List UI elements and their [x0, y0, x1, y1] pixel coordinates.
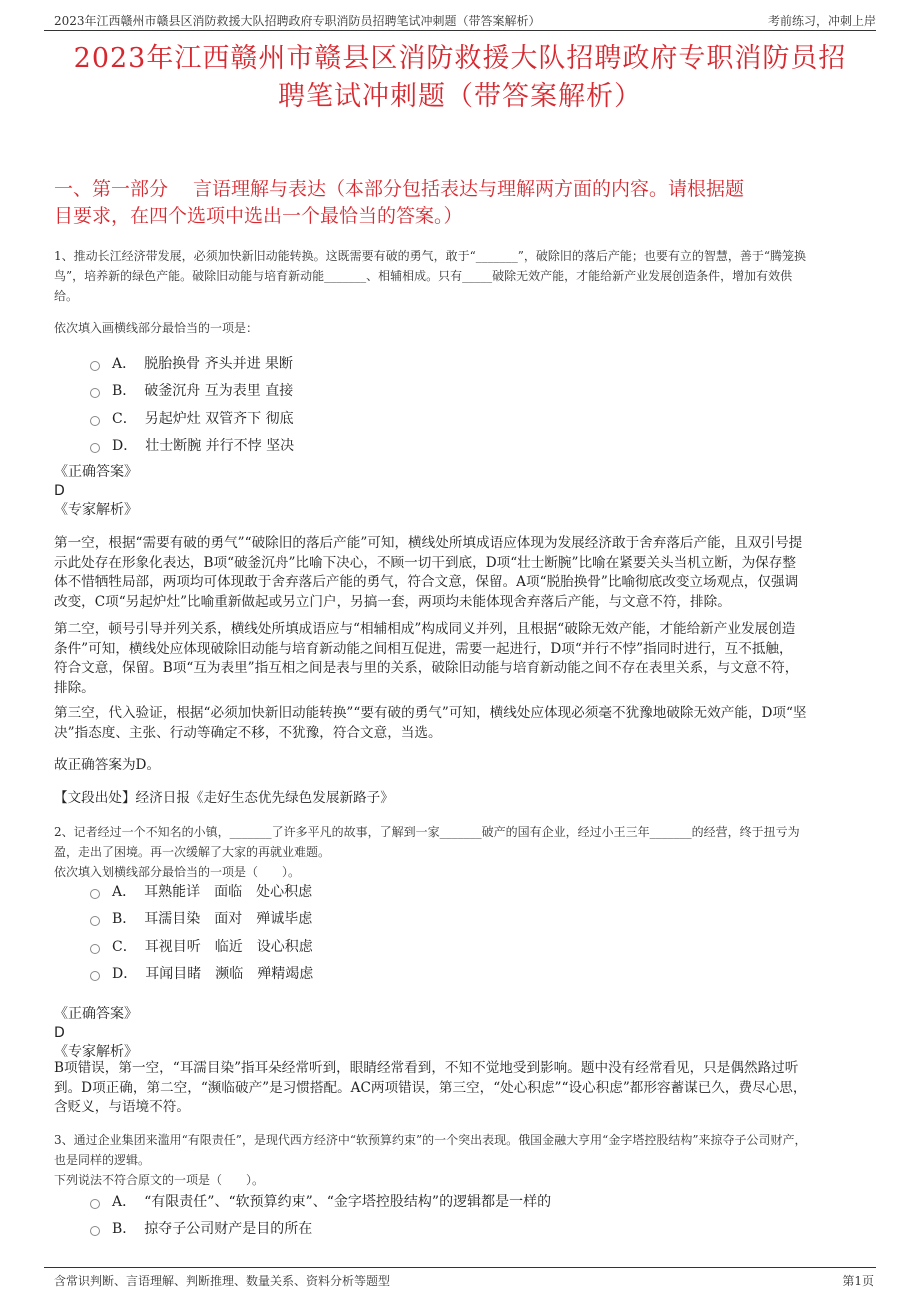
option-text: 另起炉灶 双管齐下 彻底: [144, 410, 294, 427]
text-line: 条件”可知，横线处应体现破除旧动能与培育新动能之间相互促进，需要一起进行，D项“并行不悖”指同时进行，互不抵触，: [54, 640, 793, 657]
q2-stem: [54, 822, 864, 882]
q1-answer-value: D: [54, 483, 65, 499]
q1-source: 【文段出处】经济日报《走好生态优先绿色发展新路子》: [54, 790, 394, 806]
q2-stem-line-2: 盈，走出了困境。再一次缓解了大家的再就业难题。: [54, 845, 331, 859]
footer-text: 含常识判断、言语理解、判断推理、数量关系、资料分析等题型: [54, 1274, 391, 1288]
q1-options: [90, 349, 294, 459]
q3-option-a[interactable]: [90, 1187, 551, 1215]
title-line-2: 聘笔试冲刺题（带答案解析）: [278, 81, 642, 112]
text-line: 第二空，顿号引导并列关系，横线处所填成语应与“相辅相成”构成同义并列，且根据“破除无效产能，才能给新产业发展创造: [54, 621, 796, 637]
text-line: 到。D项正确，第二空，“濒临破产”是习惯搭配。AC两项错误，第三空，“处心积虑”“设心积虑”都形容蓄谋已久，费尽心思，: [54, 1079, 807, 1096]
q1-stem-line-2: 鸟”，培养新的绿色产能。破除旧动能与培育新动能_______、相辅相成。只有_____破除无效产能，才能给新产业发展创造条件，增加有效供: [54, 269, 793, 283]
q1-stem-line-1: 1、推动长江经济带发展，必须加快新旧动能转换。这既需要有破的勇气，敢于“_______”，破除旧的落后产能；也要有立的智慧，善于“腾笼换: [54, 249, 807, 263]
text-line: 第一空，根据“需要有破的勇气”“破除旧的落后产能”可知，横线处所填成语应体现为发展经济敢于舍弃落后产能，且双引号提: [54, 535, 803, 551]
radio-icon[interactable]: [90, 889, 100, 899]
section-heading-line-1: 一、第一部分 言语理解与表达（本部分包括表达与理解两方面的内容。请根据题: [54, 178, 745, 200]
page-number: 第1页: [842, 1274, 874, 1288]
q2-options: [90, 877, 313, 987]
q1-answer-block: [54, 463, 138, 520]
q1-option-c[interactable]: [90, 404, 294, 432]
radio-icon[interactable]: [90, 443, 100, 453]
option-text: 耳熟能详 面临 处心积虑: [144, 883, 313, 900]
q2-prompt: 依次填入划横线部分最恰当的一项是（ ）。: [54, 865, 301, 879]
page-title: [50, 40, 870, 116]
radio-icon[interactable]: [90, 944, 100, 954]
text-line: 第三空，代入验证，根据“必须加快新旧动能转换”“要有破的勇气”可知，横线处应体现必须毫不犹豫地破除无效产能，D项“坚: [54, 705, 807, 721]
radio-icon[interactable]: [90, 416, 100, 426]
option-text: 掠夺子公司财产是目的所在: [144, 1221, 313, 1238]
q1-stem: [54, 246, 864, 306]
option-letter: B．: [112, 1221, 137, 1238]
text-line: B项错误，第一空，“耳濡目染”指耳朵经常听到，眼睛经常看到，不知不觉地受到影响。题中没有经常看见，只是偶然路过听: [54, 1060, 799, 1076]
q3-prompt: 下列说法不符合原文的一项是（ ）。: [54, 1173, 265, 1187]
q2-answer-label: 《正确答案》: [54, 1006, 138, 1022]
option-text: 破釜沉舟 互为表里 直接: [144, 383, 294, 400]
q2-option-c[interactable]: [90, 932, 313, 960]
q2-option-b[interactable]: [90, 905, 313, 933]
radio-icon[interactable]: [90, 1226, 100, 1236]
q1-analysis-para-3: [54, 704, 870, 743]
q1-analysis-para-2: [54, 620, 870, 698]
option-text: 耳闻目睹 濒临 殚精竭虑: [145, 966, 314, 983]
option-letter: A．: [112, 355, 137, 372]
option-text: 壮士断腕 并行不悖 坚决: [145, 438, 295, 455]
option-letter: B．: [112, 911, 137, 928]
footer-divider: [44, 1267, 876, 1268]
q3-options: [90, 1187, 551, 1242]
option-letter: C．: [112, 938, 137, 955]
option-letter: A．: [112, 1193, 137, 1210]
option-letter: D．: [112, 966, 138, 983]
option-letter: D．: [112, 438, 138, 455]
q1-option-a[interactable]: [90, 349, 294, 377]
text-line: 决”指态度、主张、行动等确定不移，不犹豫，符合文意，当选。: [54, 724, 442, 741]
q2-analysis-label: 《专家解析》: [54, 1044, 138, 1060]
option-letter: A．: [112, 883, 137, 900]
text-line: 示此处存在形象化表达，B项“破釜沉舟”比喻下决心，不顾一切干到底，D项“壮士断腕”比喻在紧要关头当机立断，为保存整: [54, 554, 796, 571]
option-letter: C．: [112, 410, 137, 427]
text-line: 符合文意，保留。B项“互为表里”指互相之间是表与里的关系，破除旧动能与培育新动能之间不存在表里关系，与文意不符，: [54, 660, 799, 676]
q1-answer-label: 《正确答案》: [54, 464, 138, 480]
q1-conclusion: 故正确答案为D。: [54, 757, 161, 773]
radio-icon[interactable]: [90, 388, 100, 398]
radio-icon[interactable]: [90, 916, 100, 926]
radio-icon[interactable]: [90, 971, 100, 981]
q1-stem-line-3: 给。: [54, 289, 79, 303]
header-doc-title: 2023年江西赣州市赣县区消防救援大队招聘政府专职消防员招聘笔试冲刺题（带答案解析）: [54, 14, 541, 28]
q2-answer-block: [54, 1005, 138, 1062]
q1-prompt: 依次填入画横线部分最恰当的一项是：: [54, 321, 259, 335]
q2-answer-value: D: [54, 1025, 65, 1041]
q3-stem-line-2: 也是同样的逻辑。: [54, 1153, 151, 1167]
page-header: [0, 0, 920, 34]
q1-analysis-label: 《专家解析》: [54, 502, 138, 518]
radio-icon[interactable]: [90, 361, 100, 371]
radio-icon[interactable]: [90, 1199, 100, 1209]
text-line: 体不惜牺牲局部，两项均可体现敢于舍弃落后产能的勇气，符合文意，保留。A项“脱胎换骨”比喻彻底改变立场观点，仅强调: [54, 574, 799, 590]
q3-stem-line-1: 3、通过企业集团来滥用“有限责任”，是现代西方经济中“软预算约束”的一个突出表现。俄国金融大亨用“金字塔控股结构”来掠夺子公司财产，: [54, 1133, 807, 1147]
text-line: 改变，C项“另起炉灶”比喻重新做起或另立门户，另搞一套，两项均未能体现舍弃落后产能，与文意不符，排除。: [54, 593, 731, 610]
q2-stem-line-1: 2、记者经过一个不知名的小镇，_______了许多平凡的故事，了解到一家_______破产的国有企业，经过小王三年_______的经营，终于扭亏为: [54, 825, 800, 839]
header-tagline: 考前练习，冲刺上岸: [767, 14, 876, 28]
option-text: 耳濡目染 面对 殚诚毕虑: [144, 911, 313, 928]
option-letter: B．: [112, 383, 137, 400]
q3-option-b[interactable]: [90, 1215, 551, 1243]
q1-option-d[interactable]: [90, 432, 294, 460]
q2-option-d[interactable]: [90, 960, 313, 988]
q2-analysis: [54, 1059, 870, 1118]
text-line: 含贬义，与语境不符。: [54, 1099, 190, 1115]
q2-option-a[interactable]: [90, 877, 313, 905]
title-line-1: 2023年江西赣州市赣县区消防救援大队招聘政府专职消防员招: [73, 43, 847, 74]
option-text: “有限责任”、“软预算约束”、“金字塔控股结构”的逻辑都是一样的: [144, 1193, 552, 1210]
q1-option-b[interactable]: [90, 377, 294, 405]
q3-stem: [54, 1130, 864, 1190]
section-heading: [54, 176, 870, 230]
text-line: 排除。: [54, 679, 95, 696]
header-divider: [44, 30, 876, 31]
q1-analysis-para-1: [54, 534, 870, 612]
section-heading-line-2: 目要求，在四个选项中选出一个最恰当的答案。）: [54, 205, 463, 227]
option-text: 脱胎换骨 齐头并进 果断: [144, 355, 294, 372]
option-text: 耳视目听 临近 设心积虑: [144, 938, 313, 955]
